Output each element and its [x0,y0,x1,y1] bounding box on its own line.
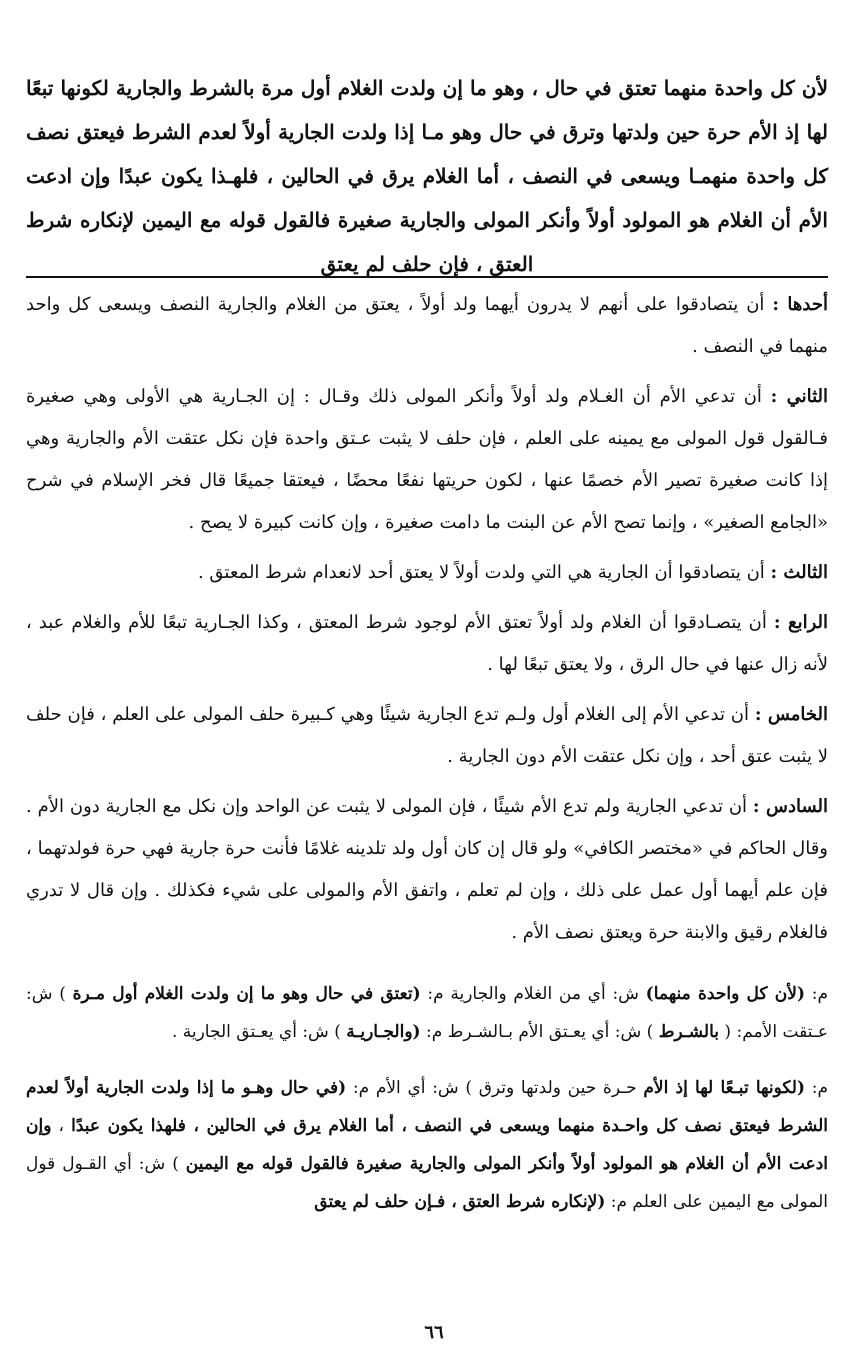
sharh-matn-quote: وإن ادعت الأم أن الغلام هو المولود أولاً وأنكر المولى والجارية صغيرة فالقول قوله مع اليمين [26,1116,828,1174]
sharh-segment: ) ش: عـتقت الأمم: ( [26,984,828,1042]
footnote-divider [26,276,828,278]
note-lead: الثالث : [770,562,828,583]
note-body: أن يتصادقوا على أنهم لا يدرون أيهما ولد أولاً ، يعتق من الغلام والجارية النصف ويسعى كل واحد منهما في النصف . [26,294,828,357]
sharh-matn-quote: (لكونها تبـعًا لها إذ الأم [643,1078,806,1098]
note-paragraph [26,376,828,544]
note-lead: السادس : [752,796,828,817]
notes-section [26,284,828,962]
sharh-matn-quote: (تعتق في حال وهو ما إن ولدت الغلام أول مـرة [72,984,421,1004]
sharh-segment: ) ش: أي يعـتق الأم بـالشـرط م: [420,1022,659,1042]
sharh-section [26,975,828,1239]
sharh-segment: ش: أي من الغلام والجارية م: [420,984,646,1004]
note-paragraph [26,694,828,778]
note-paragraph [26,602,828,686]
note-body: أن تدعي الأم أن الغـلام ولد أولاً وأنكر المولى ذلك وقـال : إن الجـارية هي الأولى وهي صغيرة فـالقول قول المولى مع يمينه على العلم ، فإن حلف لا يثبت عـتق واحدة فإن نكل عتقت الأم والجارية وهي إذا كانت صغيرة تصير الأم خصمًا عنها ، لكون حريتها نفعًا محضًا ، فيعتقا جميعًا قال فخر الإسلام في شرح «الجامع الصغير» ، وإنما تصح الأم عن البنت ما دامت صغيرة ، وإن كانت كبيرة لا يصح . [26,386,828,533]
sharh-segment: ) ش: أي يعـتق الجارية . [171,1022,347,1042]
note-lead: الخامس : [754,704,829,725]
sharh-segment: ، [51,1116,72,1136]
note-lead: أحدها : [772,294,828,315]
sharh-paragraph [26,975,828,1051]
note-body: أن تدعي الأم إلى الغلام أول ولـم تدع الجارية شيئًا وهي كـبيرة حلف المولى على العلم ، فإن حلف لا يثبت عتق أحد ، وإن نكل عتقت الأم دون الجارية . [26,704,828,767]
sharh-segment: ) ش: أي القـول قول المولى مع اليمين على العلم م: [26,1154,828,1212]
sharh-matn-quote: (والجـاريـة [346,1022,421,1042]
sharh-segment: م: [804,984,828,1004]
note-paragraph [26,552,828,594]
note-lead: الرابع : [773,612,829,633]
sharh-segment: م: [805,1078,828,1098]
note-body: أن يتصادقوا أن الجارية هي التي ولدت أولاً لا يعتق أحد لانعدام شرط المعتق . [197,562,771,583]
page-number: ٦٦ [424,1322,444,1343]
sharh-paragraph [26,1069,828,1221]
note-body: أن يتصـادقوا أن الغلام ولد أولاً تعتق الأم لوجود شرط المعتق ، وكذا الجـارية تبعًا للأم والغلام عبد ، لأنه زال عنها في حال الرق ، ولا يعتق تبعًا لها . [26,612,828,675]
sharh-matn-quote: (في حال وهـو ما إذا ولدت الجارية أولاً لعدم الشرط فيعتق نصف كل واحـدة منهما ويسعى في النصف ، أما الغلام يرق في الحالين ، فلهذا يكون عبدًا [26,1078,829,1136]
sharh-segment: حـرة حين ولدتها وترق ) ش: أي الأم م: [346,1078,644,1098]
sharh-matn-quote: (لأن كل واحدة منهما) [645,984,805,1004]
note-paragraph [26,786,828,954]
note-paragraph [26,284,828,368]
note-lead: الثاني : [770,386,828,407]
matn-text: لأن كل واحدة منهما تعتق في حال ، وهو ما إن ولدت الغلام أول مرة بالشرط والجارية لكونها تبعًا لها إذ الأم حرة حين ولدتها وترق في حال وهو مـا إذا ولدت الجارية أولاً لعدم الشرط فيعتق نصف كل واحدة منهمـا ويسعى في النصف ، أما الغلام يرق في الحالين ، فلهـذا يكون عبدًا وإن ادعت الأم أن الغلام هو المولود أولاً وأنكر المولى والجارية صغيرة فالقول قوله مع اليمين لإنكاره شرط العتق ، فإن حلف لم يعتق [26,76,828,276]
sharh-matn-quote: بالشـرط [658,1022,720,1042]
note-body: أن تدعي الجارية ولم تدع الأم شيئًا ، فإن المولى لا يثبت عن الواحد وإن نكل مع الجارية دون الأم . وقال الحاكم في «مختصر الكافي» ولو قال إن كان أول ولد تلدينه غلامًا فأنت حرة جارية فهي حرة فولدتهما ، فإن علم أيهما أول عمل على ذلك ، وإن لم تعلم ، واتفق الأم والمولى على شيء فكذلك . وإن قال لا تدري فالغلام رقيق والابنة حرة ويعتق نصف الأم . [26,796,828,943]
sharh-matn-quote: (لإنكاره شرط العتق ، فـإن حلف لم يعتق [314,1192,606,1212]
